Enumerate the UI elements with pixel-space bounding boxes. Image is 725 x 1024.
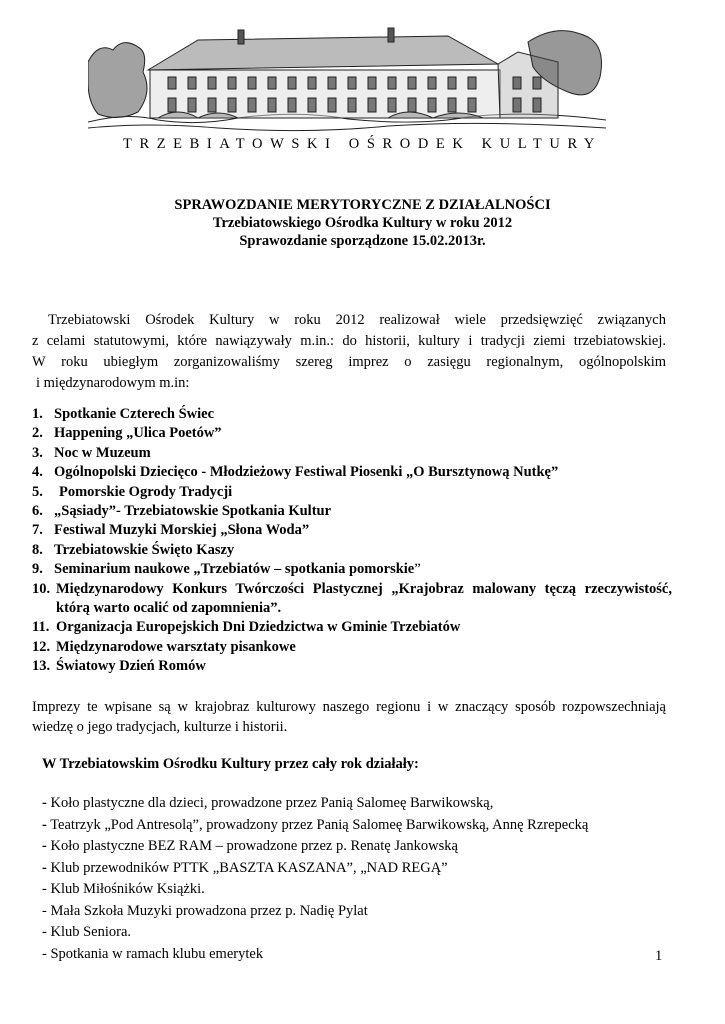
list-item: 4. Ogólnopolski Dziecięco - Młodzieżowy Festiwal Piosenki „O Bursztynową Nutkę” bbox=[32, 464, 559, 481]
list-item: - Teatrzyk „Pod Antresolą”, prowadzony przez Panią Salomeę Barwikowską, Annę Rzrepecką bbox=[42, 816, 589, 833]
list-item: - Koło plastyczne dla dzieci, prowadzone przez Panią Salomeę Barwikowską, bbox=[42, 795, 494, 811]
summary-paragraph bbox=[32, 697, 666, 737]
list-item: 10. Międzynarodowy Konkurs Twórczości Plastycznej „Krajobraz malowany tęczą rzeczywistość, którą warto ocalić od zapomnienia”. bbox=[32, 580, 672, 617]
list-item: - Spotkania w ramach klubu emerytek bbox=[42, 945, 264, 962]
activities-list bbox=[42, 793, 588, 965]
list-item: 12. Międzynarodowe warsztaty pisankowe bbox=[32, 638, 296, 655]
list-item: - Koło plastyczne BEZ RAM – prowadzone przez p. Renatę Jankowską bbox=[42, 838, 458, 854]
summary-line: Imprezy te wpisane są w krajobraz kulturowy naszego regionu i w znaczący sposób rozpowszechniają bbox=[32, 699, 666, 715]
report-title: SPRAWOZDANIE MERYTORYCZNE Z DZIAŁALNOŚCI bbox=[174, 197, 551, 213]
intro-line: Trzebiatowski Ośrodek Kultury w roku 2012 realizował wiele przedsięwzięć związanych bbox=[48, 312, 666, 328]
report-subtitle: Trzebiatowskiego Ośrodka Kultury w roku 2012 bbox=[212, 215, 513, 231]
intro-paragraph bbox=[32, 310, 666, 394]
report-title-block bbox=[0, 196, 725, 250]
organization-name: TRZEBIATOWSKI OŚRODEK KULTURY bbox=[123, 136, 602, 152]
intro-line: i międzynarodowym m.in: bbox=[36, 375, 190, 391]
intro-line: W roku ubiegłym zorganizowaliśmy szereg imprez o zasięgu regionalnym, ogólnopolskim bbox=[32, 354, 666, 370]
events-list bbox=[32, 405, 672, 677]
intro-line: z celami statutowymi, które nawiązywały m.in.: do historii, kultury i tradycji ziemi trzebiatowskiej. bbox=[32, 333, 666, 349]
list-item: 1. Spotkanie Czterech Świec bbox=[32, 406, 215, 422]
activities-heading: W Trzebiatowskim Ośrodku Kultury przez cały rok działały: bbox=[42, 756, 419, 772]
list-item: 7. Festiwal Muzyki Morskiej „Słona Woda” bbox=[32, 522, 310, 539]
summary-line: wiedzę o jego tradycjach, kulturze i historii. bbox=[32, 719, 288, 735]
list-item: - Mała Szkoła Muzyki prowadzona przez p. Nadię Pylat bbox=[42, 902, 368, 919]
list-item: 11. Organizacja Europejskich Dni Dziedzictwa w Gminie Trzebiatów bbox=[32, 619, 461, 636]
list-item: - Klub Seniora. bbox=[42, 924, 132, 940]
list-item: 9. Seminarium naukowe „Trzebiatów – spotkania pomorskie” bbox=[32, 561, 421, 578]
page-number: 1 bbox=[655, 948, 663, 964]
report-date: Sprawozdanie sporządzone 15.02.2013r. bbox=[239, 233, 486, 249]
palace-sketch-image bbox=[88, 22, 606, 134]
list-item: 6. „Sąsiady”- Trzebiatowskie Spotkania Kultur bbox=[32, 503, 332, 520]
list-item: - Klub Miłośników Książki. bbox=[42, 881, 205, 897]
list-item: 8. Trzebiatowskie Święto Kaszy bbox=[32, 541, 235, 558]
list-item: - Klub przewodników PTTK „BASZTA KASZANA”, „NAD REGĄ” bbox=[42, 859, 448, 876]
list-item: 2. Happening „Ulica Poetów” bbox=[32, 425, 222, 442]
list-item: 5. Pomorskie Ogrody Tradycji bbox=[32, 483, 233, 500]
list-item: 3. Noc w Muzeum bbox=[32, 444, 151, 461]
list-item: 13. Światowy Dzień Romów bbox=[32, 658, 206, 675]
